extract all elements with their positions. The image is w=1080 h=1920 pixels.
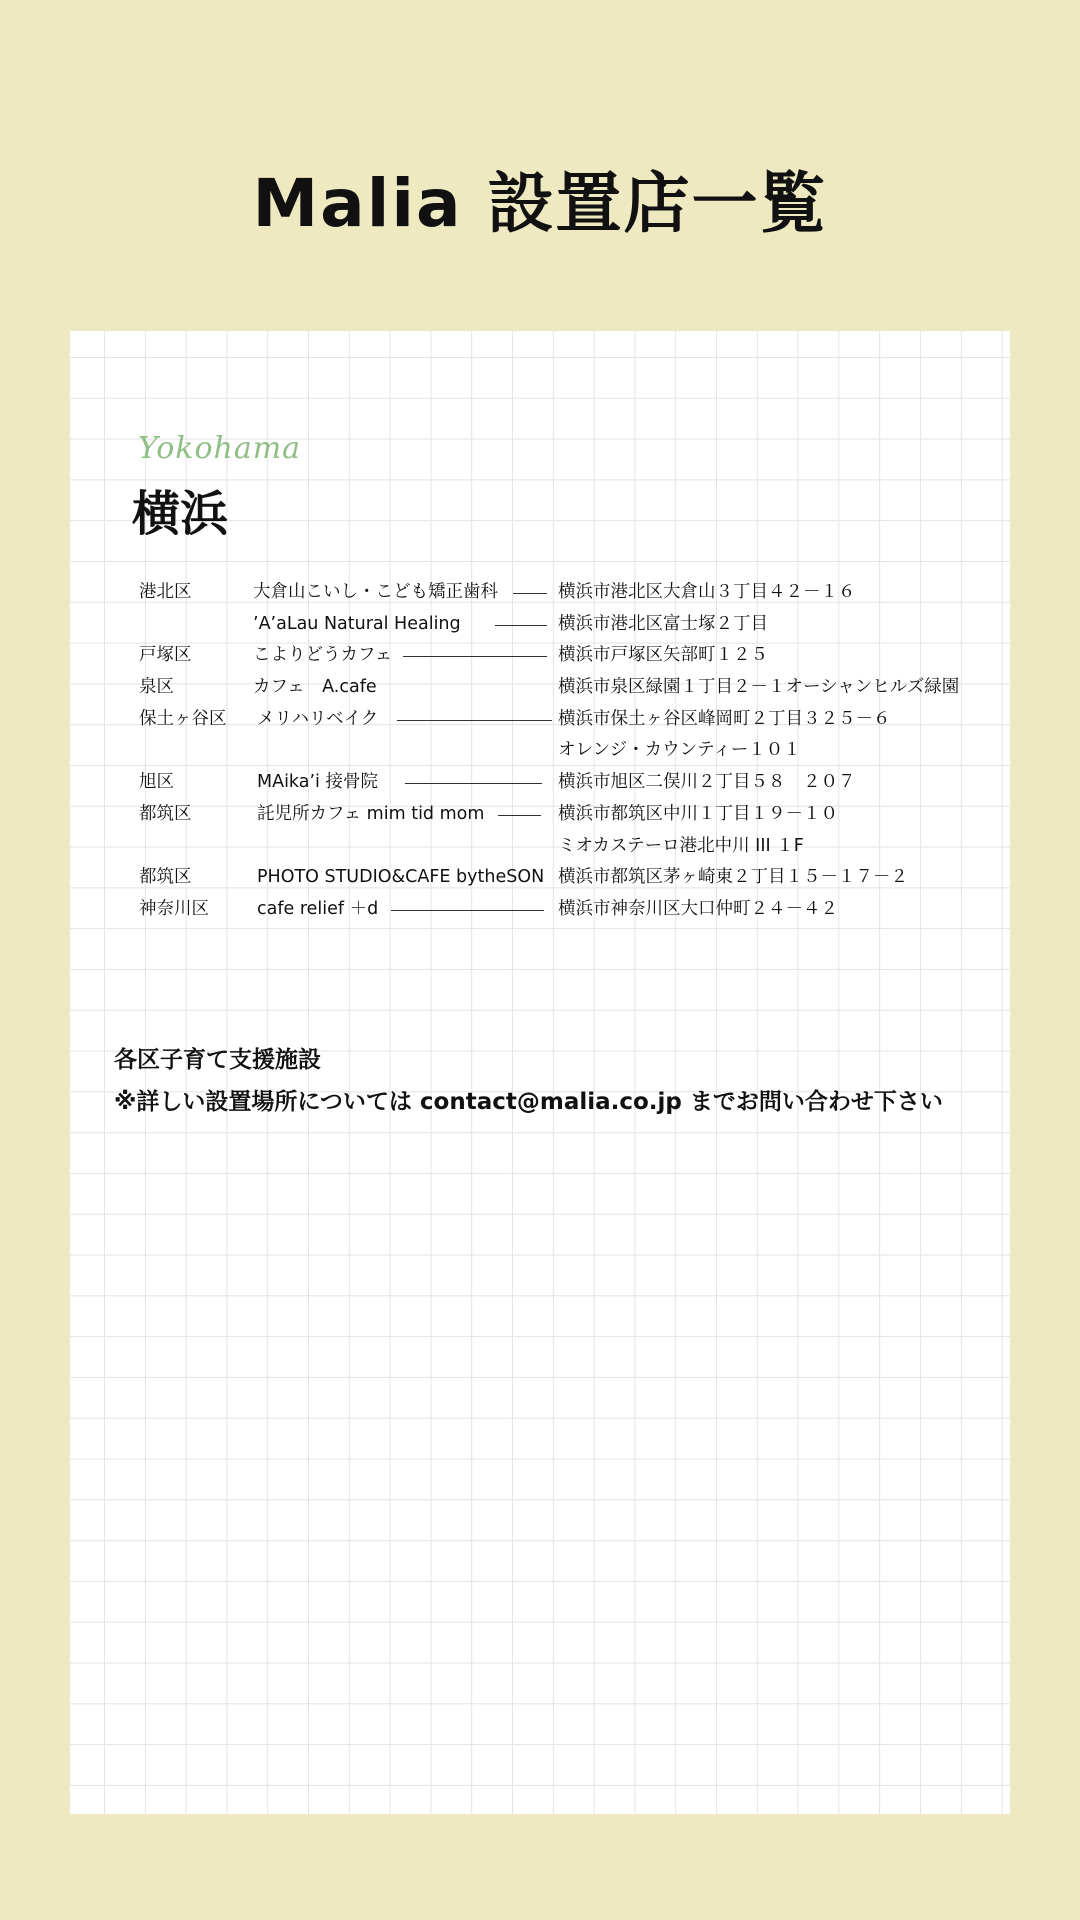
- leader-line: [391, 910, 544, 911]
- ward-name: 戸塚区: [139, 645, 192, 666]
- table-row: [139, 862, 999, 894]
- page-title: Malia 設置店一覧: [252, 165, 828, 242]
- leader-line: [495, 625, 547, 626]
- shop-address: オレンジ・カウンティー１０１: [558, 740, 801, 761]
- shop-name: メリハリベイク: [257, 708, 379, 729]
- city-title: 横浜: [132, 486, 229, 542]
- ward-name: 保土ヶ谷区: [139, 708, 227, 729]
- leader-line: [405, 783, 542, 784]
- shop-address: 横浜市都筑区茅ヶ崎東２丁目１５－１７－２: [558, 867, 908, 888]
- city-script-label: Yokohama: [138, 431, 302, 466]
- note-contact: ※詳しい設置場所については contact@malia.co.jp までお問い合わせ下さい: [114, 1089, 943, 1115]
- shop-address: 横浜市港北区富士塚２丁目: [558, 613, 768, 634]
- store-table: [139, 577, 999, 926]
- ward-name: 都筑区: [139, 803, 192, 824]
- shop-name: cafe relief ＋d: [257, 898, 379, 919]
- shop-address: 横浜市戸塚区矢部町１２５: [558, 645, 768, 666]
- shop-address: 横浜市保土ヶ谷区峰岡町２丁目３２５－６: [558, 708, 891, 729]
- notes-block: [114, 1039, 943, 1123]
- ward-name: 泉区: [139, 677, 174, 698]
- shop-name: 託児所カフェ mim tid mom: [257, 803, 485, 824]
- ward-name: 神奈川区: [139, 898, 209, 919]
- leader-line: [513, 593, 547, 594]
- leader-line: [397, 720, 552, 721]
- table-row: [139, 799, 999, 831]
- table-row: [139, 831, 999, 863]
- shop-name: こよりどうカフェ: [253, 645, 393, 666]
- shop-address: 横浜市港北区大倉山３丁目４２－１６: [558, 582, 856, 602]
- shop-name: MAika’i 接骨院: [257, 772, 378, 793]
- table-row: [139, 767, 999, 799]
- shop-name: ’A’aLau Natural Healing: [253, 613, 461, 634]
- leader-line: [403, 656, 547, 657]
- shop-name: PHOTO STUDIO&CAFE bytheSON: [257, 867, 545, 888]
- shop-name: 大倉山こいし・こども矯正歯科: [253, 582, 498, 602]
- shop-address: 横浜市都筑区中川１丁目１９－１０: [558, 803, 838, 824]
- table-row: [139, 609, 999, 641]
- ward-name: 都筑区: [139, 867, 192, 888]
- table-row: [139, 577, 999, 609]
- shop-name: カフェ A.cafe: [253, 677, 377, 698]
- shop-address: 横浜市泉区緑園１丁目２－１オーシャンヒルズ緑園: [558, 677, 960, 698]
- note-facilities: 各区子育て支援施設: [114, 1047, 321, 1073]
- shop-address: ミオカステーロ港北中川 III １F: [558, 835, 804, 856]
- leader-line: [498, 815, 541, 816]
- table-row: [139, 894, 999, 926]
- store-list-card: [70, 331, 1010, 1814]
- table-row: [139, 735, 999, 767]
- ward-name: 港北区: [139, 582, 192, 602]
- shop-address: 横浜市神奈川区大口仲町２４－４２: [558, 898, 838, 919]
- table-row: [139, 704, 999, 736]
- shop-address: 横浜市旭区二俣川２丁目５８ ２０７: [558, 772, 856, 793]
- table-row: [139, 640, 999, 672]
- table-row: [139, 672, 999, 704]
- ward-name: 旭区: [139, 772, 174, 793]
